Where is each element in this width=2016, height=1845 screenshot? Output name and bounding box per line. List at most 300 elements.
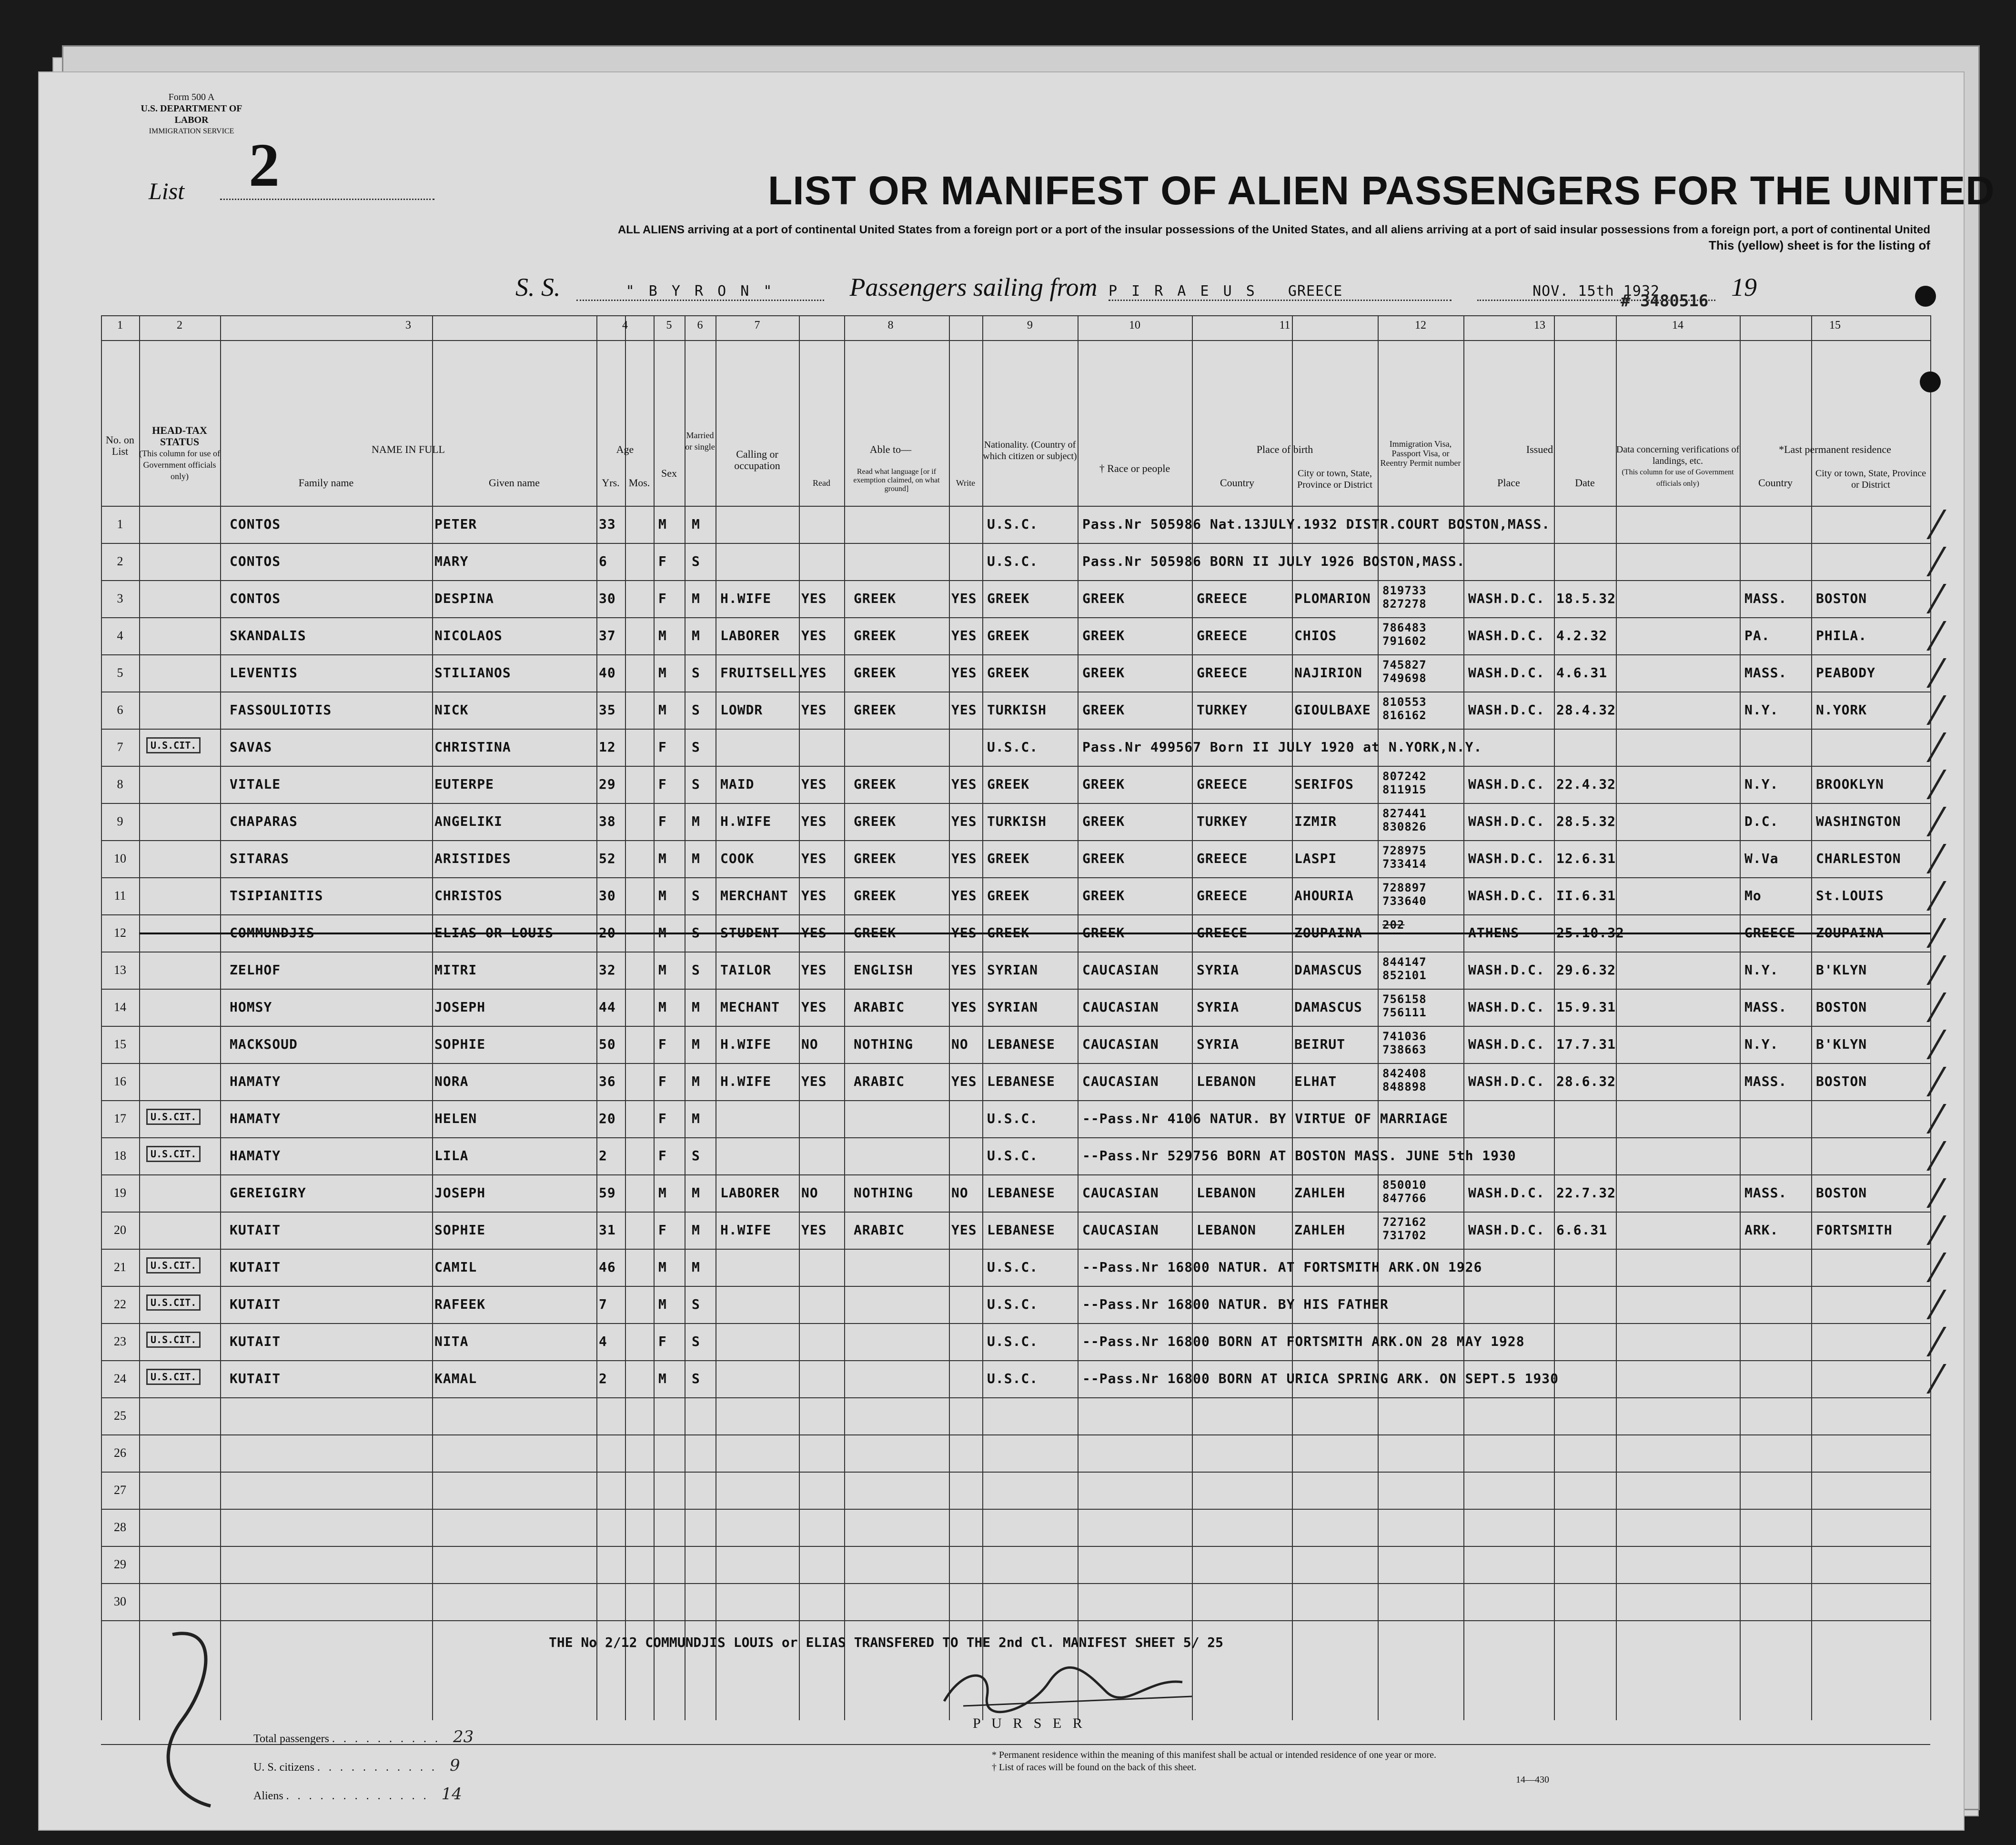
cell-rcity: ZOUPAINA <box>1816 925 1884 941</box>
cell-sex: F <box>658 776 667 792</box>
cell-idate: 28.6.32 <box>1556 1073 1616 1089</box>
cell-family: CONTOS <box>230 516 281 532</box>
cell-ms: S <box>692 962 700 978</box>
table-row <box>101 1026 1930 1063</box>
service-name: IMMIGRATION SERVICE <box>149 127 234 135</box>
cell-race: CAUCASIAN <box>1082 1222 1159 1238</box>
cell-sex: M <box>658 851 667 866</box>
cell-rcountry: MASS. <box>1744 999 1787 1015</box>
cell-nat: U.S.C. <box>987 1148 1038 1163</box>
cell-visa: 727162 731702 <box>1382 1215 1427 1242</box>
cell-iplace: WASH.D.C. <box>1468 999 1545 1015</box>
cell-ms: S <box>692 1148 700 1163</box>
cell-ms: S <box>692 665 700 681</box>
header-race: † Race or people <box>1099 462 1170 474</box>
header-res-country: Country <box>1758 477 1793 489</box>
cell-nat: U.S.C. <box>987 1334 1038 1349</box>
cell-race: GREEK <box>1082 851 1125 866</box>
port-name: P I R A E U S <box>1109 283 1258 300</box>
page-title: LIST OR MANIFEST OF ALIEN PASSENGERS FOR THE UNITED <box>768 168 1995 213</box>
row-number: 6 <box>117 703 123 717</box>
head-tax-stamp: U.S.CIT. <box>146 1369 201 1385</box>
cell-lang: GREEK <box>854 813 897 829</box>
head-tax-stamp: U.S.CIT. <box>146 1109 201 1125</box>
cell-nat: U.S.C. <box>987 1296 1038 1312</box>
cell-read: NO <box>801 1185 818 1201</box>
cell-bcountry: GREECE <box>1197 851 1248 866</box>
cell-bcity: GIOULBAXE <box>1294 702 1371 718</box>
table-row <box>101 766 1930 803</box>
us-citizens-label: U. S. citizens <box>253 1761 314 1774</box>
cell-bcity: IZMIR <box>1294 813 1337 829</box>
cell-family: SITARAS <box>230 851 290 866</box>
cell-read: YES <box>801 776 827 792</box>
cell-age: 12 <box>599 739 616 755</box>
cell-sex: M <box>658 888 667 903</box>
header-last-residence: *Last permanent residence <box>1779 443 1891 455</box>
header-able-to: Able to— <box>869 443 912 455</box>
cell-citizen-details: Pass.Nr 505986 Nat.13JULY.1932 DISTR.COURT BOSTON,MASS. <box>1082 516 1551 532</box>
cell-occ: MECHANT <box>720 999 780 1015</box>
cell-nat: LEBANESE <box>987 1036 1055 1052</box>
cell-age: 20 <box>599 925 616 941</box>
cell-rcountry: N.Y. <box>1744 962 1779 978</box>
sailing-date: NOV. 15th 1932 <box>1477 283 1715 301</box>
cell-citizen-details: --Pass.Nr 4106 NATUR. BY VIRTUE OF MARRIAGE <box>1082 1111 1448 1126</box>
row-number: 8 <box>117 777 123 791</box>
table-row <box>101 617 1930 654</box>
cell-rcountry: GREECE <box>1744 925 1796 941</box>
subtitle-line-2: This (yellow) sheet is for the listing of <box>1708 238 1930 252</box>
cell-iplace: WASH.D.C. <box>1468 1036 1545 1052</box>
checkmark-icon <box>1893 844 1946 873</box>
cell-write: YES <box>951 962 977 978</box>
cell-lang: ARABIC <box>854 999 905 1015</box>
checkmark-icon <box>1893 807 1946 836</box>
checkmark-icon <box>1893 510 1946 539</box>
cell-rcity: B'KLYN <box>1816 1036 1867 1052</box>
cell-nat: LEBANESE <box>987 1185 1055 1201</box>
cell-nat: TURKISH <box>987 702 1047 718</box>
cell-citizen-details: Pass.Nr 499567 Born II JULY 1920 at N.YORK,N.Y. <box>1082 739 1482 755</box>
list-label: List <box>149 178 185 204</box>
cell-rcity: BOSTON <box>1816 1073 1867 1089</box>
cell-family: KUTAIT <box>230 1296 281 1312</box>
cell-write: NO <box>951 1185 968 1201</box>
cell-nat: U.S.C. <box>987 1371 1038 1386</box>
total-passengers-label: Total passengers <box>253 1733 329 1745</box>
header-head-tax-note: (This column for use of Government officials only) <box>139 449 220 481</box>
cell-given: CHRISTINA <box>434 739 511 755</box>
cell-nat: LEBANESE <box>987 1222 1055 1238</box>
cell-family: HAMATY <box>230 1111 281 1126</box>
transfer-note: THE No 2/12 COMMUNDJIS LOUIS or ELIAS TRANSFERED TO THE 2nd Cl. MANIFEST SHEET 5/ 25 <box>549 1634 1224 1650</box>
cell-read: YES <box>801 1073 827 1089</box>
cell-race: GREEK <box>1082 888 1125 903</box>
row-number: 11 <box>114 889 126 902</box>
cell-iplace: WASH.D.C. <box>1468 888 1545 903</box>
cell-rcity: WASHINGTON <box>1816 813 1901 829</box>
row-number: 21 <box>114 1260 126 1274</box>
cell-age: 38 <box>599 813 616 829</box>
col-number: 3 <box>405 319 411 331</box>
header-issued-place: Place <box>1497 477 1520 489</box>
header-verifications-note: (This column for use of Government officials only) <box>1622 468 1734 488</box>
cell-ms: S <box>692 888 700 903</box>
sailing-label: Passengers sailing from <box>849 273 1098 301</box>
cell-race: CAUCASIAN <box>1082 1036 1159 1052</box>
row-number: 18 <box>114 1149 126 1163</box>
cell-idate: 15.9.31 <box>1556 999 1616 1015</box>
col-number: 2 <box>177 319 182 331</box>
cell-occ: MAID <box>720 776 755 792</box>
cell-sex: M <box>658 1259 667 1275</box>
cell-write: YES <box>951 702 977 718</box>
cell-idate: 28.4.32 <box>1556 702 1616 718</box>
cell-bcountry: GREECE <box>1197 776 1248 792</box>
row-number: 20 <box>114 1223 126 1237</box>
cell-write: NO <box>951 1036 968 1052</box>
cell-rcountry: D.C. <box>1744 813 1779 829</box>
table-row <box>101 989 1930 1026</box>
cell-given: MARY <box>434 553 469 569</box>
cell-rcountry: N.Y. <box>1744 702 1779 718</box>
cell-bcity: LASPI <box>1294 851 1337 866</box>
checkmark-icon <box>1893 1253 1946 1282</box>
cell-sex: M <box>658 628 667 643</box>
cell-bcountry: LEBANON <box>1197 1185 1257 1201</box>
cell-given: SOPHIE <box>434 1036 486 1052</box>
row-number: 28 <box>114 1520 126 1534</box>
cell-idate: 18.5.32 <box>1556 591 1616 606</box>
row-number: 24 <box>114 1372 126 1385</box>
cell-family: HAMATY <box>230 1073 281 1089</box>
cell-occ: TAILOR <box>720 962 772 978</box>
cell-bcountry: SYRIA <box>1197 1036 1240 1052</box>
form-code: 14—430 <box>1516 1775 1549 1785</box>
cell-idate: 17.7.31 <box>1556 1036 1616 1052</box>
cell-iplace: WASH.D.C. <box>1468 628 1545 643</box>
row-divider <box>101 1620 1930 1621</box>
ship-line <box>515 272 1757 302</box>
header-name-in-full: NAME IN FULL <box>372 443 445 455</box>
cell-sex: M <box>658 1185 667 1201</box>
cell-rcity: B'KLYN <box>1816 962 1867 978</box>
col-number: 9 <box>1027 319 1033 331</box>
cell-family: GEREIGIRY <box>230 1185 306 1201</box>
header-mos: Mos. <box>628 477 650 489</box>
cell-given: DESPINA <box>434 591 494 606</box>
us-citizens-value: 9 <box>449 1756 460 1775</box>
row-number: 30 <box>114 1594 126 1608</box>
cell-visa: 786483 791602 <box>1382 621 1427 648</box>
us-citizens-row: U. S. citizens . . . . . . . . . . . 9 <box>253 1756 460 1775</box>
cell-rcountry: W.Va <box>1744 851 1779 866</box>
cell-occ: LABORER <box>720 1185 780 1201</box>
row-number: 19 <box>114 1186 126 1200</box>
cell-occ: STUDENT <box>720 925 780 941</box>
cell-rcountry: ARK. <box>1744 1222 1779 1238</box>
header-given-name: Given name <box>489 477 540 489</box>
cell-nat: LEBANESE <box>987 1073 1055 1089</box>
cell-ms: M <box>692 1073 700 1089</box>
header-birth-country: Country <box>1220 477 1255 489</box>
cell-rcountry: MASS. <box>1744 665 1787 681</box>
table-row <box>101 729 1930 766</box>
checkmark-icon <box>1893 1215 1946 1245</box>
cell-lang: GREEK <box>854 776 897 792</box>
cell-write: YES <box>951 776 977 792</box>
cell-given: LILA <box>434 1148 469 1163</box>
header-res-city: City or town, State, Province or District <box>1815 468 1926 490</box>
manifest-table <box>101 315 1930 1720</box>
cell-family: COMMUNDJIS <box>230 925 315 941</box>
cell-sex: M <box>658 516 667 532</box>
cell-bcity: PLOMARION <box>1294 591 1371 606</box>
header-sex: Sex <box>661 467 677 479</box>
cell-age: 4 <box>599 1334 607 1349</box>
checkmark-icon <box>1893 584 1946 613</box>
cell-age: 44 <box>599 999 616 1015</box>
cell-ms: M <box>692 591 700 606</box>
cell-nat: GREEK <box>987 628 1030 643</box>
checkmark-icon <box>1893 881 1946 911</box>
table-row <box>101 1063 1930 1100</box>
cell-race: CAUCASIAN <box>1082 962 1159 978</box>
cell-given: CHRISTOS <box>434 888 503 903</box>
checkmark-icon <box>1893 1067 1946 1096</box>
header-visa: Immigration Visa, Passport Visa, or Reentry Permit number <box>1380 439 1461 468</box>
row-divider <box>101 1546 1930 1547</box>
cell-nat: GREEK <box>987 851 1030 866</box>
checkmark-icon <box>1893 1290 1946 1319</box>
table-row <box>101 1174 1930 1212</box>
binder-hole <box>1915 286 1936 307</box>
row-number: 13 <box>114 963 126 977</box>
cell-family: ZELHOF <box>230 962 281 978</box>
row-number: 2 <box>117 554 123 568</box>
cell-age: 40 <box>599 665 616 681</box>
port-field <box>1109 283 1452 301</box>
cell-bcountry: GREECE <box>1197 888 1248 903</box>
port-country: GREECE <box>1288 283 1343 300</box>
cell-iplace: ATHENS <box>1468 925 1520 941</box>
cell-lang: GREEK <box>854 925 897 941</box>
aliens-label: Aliens <box>253 1790 283 1802</box>
cell-age: 33 <box>599 516 616 532</box>
cell-write: YES <box>951 628 977 643</box>
table-row <box>101 1137 1930 1174</box>
cell-age: 59 <box>599 1185 616 1201</box>
cell-race: GREEK <box>1082 665 1125 681</box>
cell-age: 2 <box>599 1371 607 1386</box>
cell-family: FASSOULIOTIS <box>230 702 332 718</box>
cell-sex: M <box>658 925 667 941</box>
cell-rcountry: MASS. <box>1744 1185 1787 1201</box>
cell-bcity: ZAHLEH <box>1294 1185 1346 1201</box>
cell-ms: S <box>692 553 700 569</box>
cell-family: CONTOS <box>230 553 281 569</box>
cell-iplace: WASH.D.C. <box>1468 1073 1545 1089</box>
row-number: 12 <box>114 926 126 940</box>
table-row <box>101 1360 1930 1397</box>
header-issued: Issued <box>1526 443 1553 455</box>
col-number: 14 <box>1672 319 1683 331</box>
checkmark-icon <box>1893 955 1946 985</box>
cell-rcity: N.YORK <box>1816 702 1867 718</box>
cell-race: CAUCASIAN <box>1082 1073 1159 1089</box>
cell-sex: F <box>658 1334 667 1349</box>
cell-idate: II.6.31 <box>1556 888 1616 903</box>
cell-occ: MERCHANT <box>720 888 788 903</box>
table-row <box>101 803 1930 840</box>
ship-name: " B Y R O N " <box>576 283 824 301</box>
row-number: 17 <box>114 1112 126 1125</box>
grid-line <box>101 340 1930 341</box>
cell-visa: 745827 749698 <box>1382 658 1427 685</box>
cell-given: STILIANOS <box>434 665 511 681</box>
cell-read: YES <box>801 888 827 903</box>
row-number: 1 <box>117 517 123 531</box>
col-number: 5 <box>666 319 672 331</box>
cell-age: 46 <box>599 1259 616 1275</box>
cell-idate: 28.5.32 <box>1556 813 1616 829</box>
cell-lang: GREEK <box>854 591 897 606</box>
header-read-language: Read what language [or if exemption claimed, on what ground] <box>853 468 940 493</box>
table-row <box>101 1323 1930 1360</box>
cell-bcity: SERIFOS <box>1294 776 1354 792</box>
table-row <box>101 877 1930 914</box>
header-birth-city: City or town, State, Province or District <box>1297 468 1372 490</box>
cell-nat: TURKISH <box>987 813 1047 829</box>
cell-ms: M <box>692 851 700 866</box>
header-write: Write <box>956 478 976 488</box>
header-verifications-title: Data concerning verifications of landings, etc. <box>1616 444 1740 466</box>
row-number: 3 <box>117 592 123 605</box>
checkmark-icon <box>1893 547 1946 576</box>
cell-ms: M <box>692 1259 700 1275</box>
table-row <box>101 1286 1930 1323</box>
cell-family: CONTOS <box>230 591 281 606</box>
header-age: Age <box>616 443 634 455</box>
col-number: 13 <box>1534 319 1545 331</box>
cell-bcity: CHIOS <box>1294 628 1337 643</box>
cell-ms: M <box>692 1036 700 1052</box>
footnote-races: † List of races will be found on the back of this sheet. <box>992 1762 1197 1773</box>
annotation-case-number: # 3480516 <box>1621 291 1709 311</box>
header-yrs: Yrs. <box>602 477 620 489</box>
table-row <box>101 840 1930 877</box>
cell-given: KAMAL <box>434 1371 477 1386</box>
row-number: 22 <box>114 1297 126 1311</box>
cell-family: MACKSOUD <box>230 1036 298 1052</box>
table-row <box>101 654 1930 692</box>
cell-given: JOSEPH <box>434 1185 486 1201</box>
checkmark-icon <box>1893 770 1946 799</box>
cell-age: 6 <box>599 553 607 569</box>
cell-given: NORA <box>434 1073 469 1089</box>
page-subtitle <box>439 222 1930 253</box>
row-number: 26 <box>114 1446 126 1460</box>
cell-nat: SYRIAN <box>987 962 1038 978</box>
cell-read: YES <box>801 702 827 718</box>
cell-age: 32 <box>599 962 616 978</box>
checkmark-icon <box>1893 918 1946 948</box>
cell-age: 36 <box>599 1073 616 1089</box>
cell-lang: GREEK <box>854 851 897 866</box>
cell-race: GREEK <box>1082 628 1125 643</box>
cell-visa: 202 <box>1382 918 1405 932</box>
cell-rcity: CHARLESTON <box>1816 851 1901 866</box>
cell-given: ELIAS OR LOUIS <box>434 925 554 941</box>
cell-write: YES <box>951 888 977 903</box>
checkmark-icon <box>1893 1141 1946 1171</box>
year-label: 19 <box>1731 273 1757 301</box>
head-tax-stamp: U.S.CIT. <box>146 1332 201 1348</box>
cell-race: GREEK <box>1082 591 1125 606</box>
cell-lang: GREEK <box>854 888 897 903</box>
cell-visa: 810553 816162 <box>1382 695 1427 722</box>
cell-ms: M <box>692 999 700 1015</box>
cell-lang: ARABIC <box>854 1073 905 1089</box>
cell-read: YES <box>801 925 827 941</box>
cell-nat: GREEK <box>987 776 1030 792</box>
cell-iplace: WASH.D.C. <box>1468 665 1545 681</box>
cell-ms: M <box>692 1185 700 1201</box>
cell-ms: S <box>692 1296 700 1312</box>
checkmark-icon <box>1893 732 1946 762</box>
cell-write: YES <box>951 999 977 1015</box>
cell-ms: M <box>692 516 700 532</box>
cell-citizen-details: --Pass.Nr 16800 NATUR. BY HIS FATHER <box>1082 1296 1389 1312</box>
purser-label: P U R S E R <box>973 1715 1086 1731</box>
cell-iplace: WASH.D.C. <box>1468 1185 1545 1201</box>
cell-sex: M <box>658 1296 667 1312</box>
cell-lang: NOTHING <box>854 1185 914 1201</box>
row-divider <box>101 1434 1930 1435</box>
checkmark-icon <box>1893 1364 1946 1394</box>
footnote-residence: * Permanent residence within the meaning of this manifest shall be actual or intended residence of one year or more. <box>992 1750 1437 1760</box>
cell-write: YES <box>951 591 977 606</box>
cell-bcity: ZAHLEH <box>1294 1222 1346 1238</box>
cell-lang: GREEK <box>854 628 897 643</box>
cell-nat: GREEK <box>987 665 1030 681</box>
cell-occ: H.WIFE <box>720 1036 772 1052</box>
totals-block <box>253 1727 587 1813</box>
cell-write: YES <box>951 1222 977 1238</box>
cell-ms: S <box>692 1334 700 1349</box>
head-tax-stamp: U.S.CIT. <box>146 1257 201 1273</box>
cell-family: LEVENTIS <box>230 665 298 681</box>
row-number: 14 <box>114 1000 126 1014</box>
cell-iplace: WASH.D.C. <box>1468 776 1545 792</box>
header-issued-date: Date <box>1575 477 1595 489</box>
col-number: 1 <box>117 319 123 331</box>
cell-bcountry: LEBANON <box>1197 1073 1257 1089</box>
cell-sex: M <box>658 1371 667 1386</box>
cell-sex: M <box>658 962 667 978</box>
aliens-row: Aliens . . . . . . . . . . . . . 14 <box>253 1785 462 1804</box>
cell-age: 52 <box>599 851 616 866</box>
list-number: 2 <box>249 131 280 200</box>
cell-bcountry: GREECE <box>1197 628 1248 643</box>
cell-given: RAFEEK <box>434 1296 486 1312</box>
cell-ms: M <box>692 1111 700 1126</box>
row-number: 27 <box>114 1483 126 1497</box>
cell-rcity: FORTSMITH <box>1816 1222 1893 1238</box>
cell-age: 50 <box>599 1036 616 1052</box>
cell-rcountry: MASS. <box>1744 1073 1787 1089</box>
